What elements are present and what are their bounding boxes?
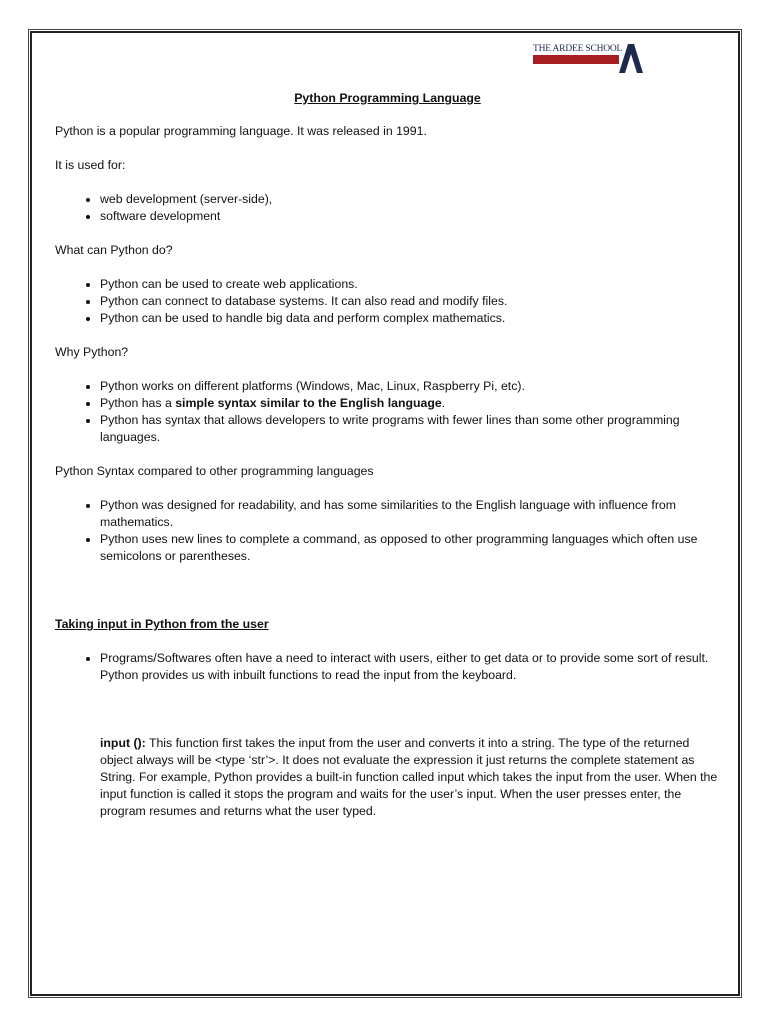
- text-span: .: [441, 396, 446, 410]
- logo-a-icon: [619, 44, 643, 74]
- syntax-list: [55, 497, 720, 565]
- list-item: [100, 395, 720, 412]
- why-label: Why Python?: [55, 345, 129, 359]
- list-item: • Python can connect to database systems. It can also read and modify files.: [100, 293, 720, 310]
- can-do-label: What can Python do?: [55, 243, 173, 257]
- can-do-list: [55, 276, 720, 327]
- logo-name: THE ARDEE SCHOOL: [533, 44, 623, 54]
- used-for-list: [55, 191, 720, 225]
- list-item: • Python can be used to handle big data and perform complex mathematics.: [100, 310, 720, 327]
- document-title: Python Programming Language: [294, 91, 481, 105]
- list-item: • Python was designed for readability, and has some similarities to the English language with influence from mathematics.: [100, 497, 720, 531]
- input-heading: Taking input in Python from the user: [55, 617, 269, 631]
- input-function-desc: This function first takes the input from the user and converts it into a string. The type of the returned object always will be <type ‘str’>. It does not evaluate the expression it just returns the complete statement as String. For example, Python provides a built-in function called input which takes the input from the user. When the input function is called it stops the program and waits for the user’s input. When the user presses enter, the program resumes and returns what the user typed.: [100, 736, 718, 818]
- logo-bar: [533, 55, 619, 74]
- list-item: • Python works on different platforms (Windows, Mac, Linux, Raspberry Pi, etc).: [100, 378, 720, 395]
- input-list: [55, 650, 720, 684]
- used-for-label: It is used for:: [55, 158, 126, 172]
- school-logo: [533, 44, 643, 74]
- list-item: • Python uses new lines to complete a command, as opposed to other programming languages which often use semicolons or parentheses.: [100, 531, 720, 565]
- list-item: • Python can be used to create web applications.: [100, 276, 720, 293]
- logo-location: NEW DELHI: [536, 67, 564, 74]
- intro-paragraph: Python is a popular programming language. It was released in 1991.: [55, 124, 427, 138]
- list-item: • web development (server-side),: [100, 191, 720, 208]
- input-function-term: input ():: [100, 736, 146, 750]
- why-list: [55, 378, 720, 446]
- bold-phrase: simple syntax similar to the English language: [175, 396, 442, 410]
- syntax-label: Python Syntax compared to other programming languages: [55, 464, 374, 478]
- input-function-paragraph: [55, 735, 720, 820]
- document-body: [55, 90, 720, 820]
- text-span: Python has a: [100, 396, 176, 410]
- list-item: • Programs/Softwares often have a need to interact with users, either to get data or to provide some sort of result. Python provides us with inbuilt functions to read the input from the keyboard.: [100, 650, 720, 684]
- list-item: • Python has syntax that allows developers to write programs with fewer lines than some other programming languages.: [100, 412, 720, 446]
- list-item: • software development: [100, 208, 720, 225]
